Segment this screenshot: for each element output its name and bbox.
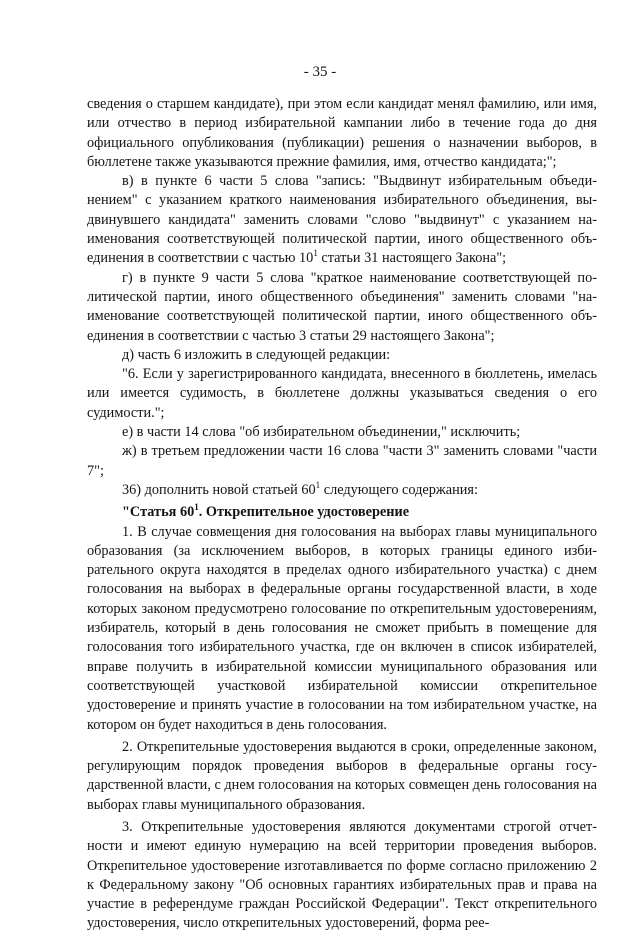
paragraph-text: следующего содержания: (320, 481, 478, 498)
paragraph (87, 172, 597, 268)
paragraph: сведения о старшем кандидате), при этом если кандидат менял фамилию, или имя, или отчество в период избирательной кампании либо в течение года до дня официального опубликования (публикации) решения о назначении выборов, в бюллетене также указываются прежние фамилия, имя, отчество кандидата;"; (87, 96, 597, 170)
page-number: - 35 - (303, 64, 337, 80)
paragraph (87, 481, 597, 500)
document-body (87, 95, 597, 934)
article-title (87, 503, 597, 522)
article-title-text: "Статья 60 (122, 504, 195, 521)
article-title-text: . Открепительное удостоверение (198, 504, 410, 521)
paragraph: 3. Открепительные удостоверения являются документами строгой отчетности и имеют единую нумерацию на всей территории проведения выборов. Открепительное удостоверение изготавливается по форме согласно приложению 2 к Федеральному закону "Об основных гарантиях избирательных прав и права на участие в референдуме граждан Российской Федерации". Текст открепительного удостоверения, число открепительных удостоверений, форма рее- (87, 818, 597, 932)
paragraph: д) часть 6 изложить в следующей редакции: (122, 346, 391, 363)
paragraph-text: в) в пункте 6 части 5 слова "запись: "Выдвинут избирательным объединением" с указанием краткого наименования избирательного объединения, выдвинувшего кандидата" заменить словами "слово "выдвинут" с указанием наименования соответствующей политической партии, иного общественного объединения в соответствии с частью 10 (87, 173, 597, 267)
superscript: 1 (315, 480, 321, 491)
paragraph: 2. Открепительные удостоверения выдаются в сроки, определенные законом, регулирующим порядок проведения выборов в федеральные органы государственной власти, с днем голосования на которых совмещен день голосования на выборах главы муниципального образования. (87, 738, 597, 813)
paragraph: "6. Если у зарегистрированного кандидата, внесенного в бюллетень, имелась или имеется судимость, в бюллетене должны указываться сведения о его судимости."; (87, 366, 597, 421)
paragraph-text: статьи 31 настоящего Закона"; (317, 250, 507, 267)
superscript: 1 (313, 248, 318, 259)
paragraph: ж) в третьем предложении части 16 слова "части 3" заменить словами "части 7"; (87, 443, 597, 479)
paragraph: 1. В случае совмещения дня голосования на выборах главы муниципального образования (за исключением выборов, в которых границы единого избирательного округа находятся в пределах одного избирательного участка) с днем голосования на выборах в федеральные органы государственной власти, в ходе которых законом предусмотрено голосование по открепительным удостоверениям, избиратель, который в день голосования не сможет прибыть в помещение для голосования того избирательного участка, где он включен в список избирателей, вправе получить в избирательной комиссии муниципального образования или соответствующей участковой избирательной комиссии открепительное удостоверение и принять участие в голосовании на том избирательном участке, на котором он будет находиться в день голосования. (87, 523, 597, 733)
paragraph: е) в части 14 слова "об избирательном объединении," исключить; (122, 424, 521, 441)
superscript: 1 (194, 502, 199, 513)
paragraph: г) в пункте 9 части 5 слова "краткое наименование соответствующей политической партии, иного общественного объединения" заменить словами "наименование соответствующей политической партии, иного общественного объединения в соответствии с частью 3 статьи 29 настоящего Закона"; (87, 269, 597, 344)
paragraph-text: 36) дополнить новой статьей 60 (122, 481, 316, 498)
